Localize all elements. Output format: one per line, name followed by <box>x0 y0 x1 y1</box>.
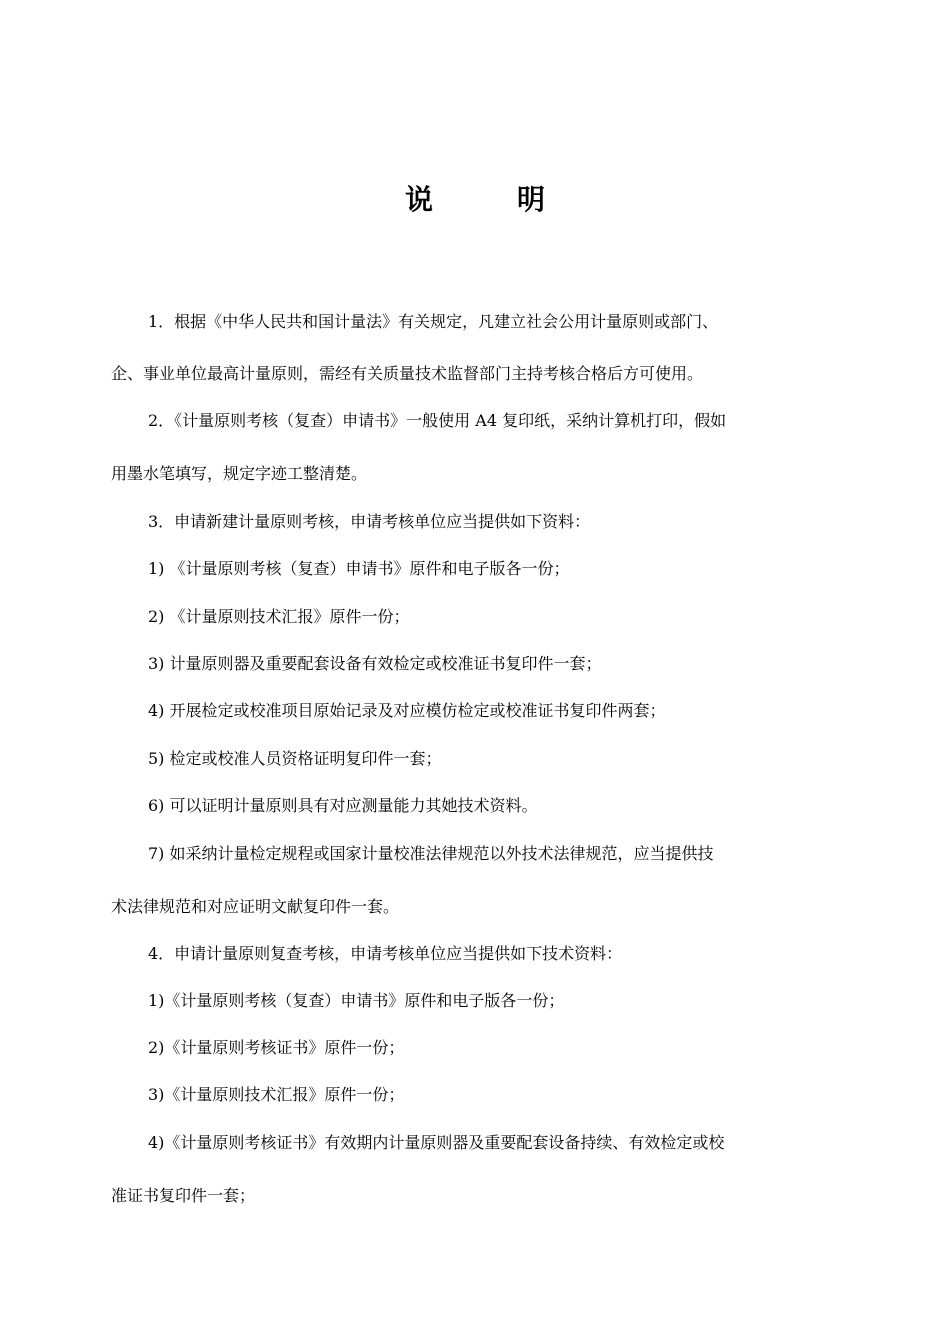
list-item-3-7-line-1: 7) 如采纳计量检定规程或国家计量校准法律规范以外技术法律规范，应当提供技 <box>148 844 714 863</box>
list-item-4-1: 1)《计量原则考核（复查）申请书》原件和电子版各一份； <box>148 991 565 1010</box>
page-title <box>0 180 950 220</box>
list-item-4-4-line-1: 4)《计量原则考核证书》有效期内计量原则器及重要配套设备持续、有效检定或校 <box>148 1133 725 1152</box>
list-item-4-2: 2)《计量原则考核证书》原件一份； <box>148 1038 405 1057</box>
list-item-3-7-line-2: 术法律规范和对应证明文献复印件一套。 <box>111 897 400 916</box>
paragraph-4-heading: 4．申请计量原则复查考核，申请考核单位应当提供如下技术资料： <box>148 944 623 963</box>
paragraph-1-line-2: 企、事业单位最高计量原则，需经有关质量技术监督部门主持考核合格后方可使用。 <box>111 364 704 383</box>
title-char-1: 说 <box>404 183 433 216</box>
paragraph-2-line-2: 用墨水笔填写，规定字迹工整清楚。 <box>111 464 368 483</box>
title-char-2: 明 <box>517 183 546 216</box>
paragraph-3-heading: 3．申请新建计量原则考核，申请考核单位应当提供如下资料： <box>148 512 591 531</box>
paragraph-2-line-1: 2．《计量原则考核（复查）申请书》一般使用 A4 复印纸，采纳计算机打印，假如 <box>148 411 727 430</box>
list-item-3-3: 3) 计量原则器及重要配套设备有效检定或校准证书复印件一套； <box>148 654 602 673</box>
list-item-4-3: 3)《计量原则技术汇报》原件一份； <box>148 1085 405 1104</box>
list-item-4-4-line-2: 准证书复印件一套； <box>111 1186 256 1205</box>
list-item-3-6: 6) 可以证明计量原则具有对应测量能力其她技术资料。 <box>148 796 538 815</box>
list-item-3-5: 5) 检定或校准人员资格证明复印件一套； <box>148 749 442 768</box>
list-item-3-4: 4) 开展检定或校准项目原始记录及对应模仿检定或校准证书复印件两套； <box>148 701 666 720</box>
list-item-3-2: 2) 《计量原则技术汇报》原件一份； <box>148 607 410 626</box>
paragraph-1-line-1: 1．根据《中华人民共和国计量法》有关规定，凡建立社会公用计量原则或部门、 <box>148 312 719 331</box>
list-item-3-1: 1) 《计量原则考核（复查）申请书》原件和电子版各一份； <box>148 559 570 578</box>
